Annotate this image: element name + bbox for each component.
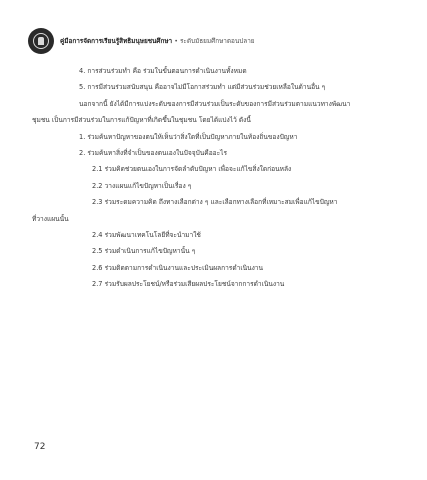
sub-item-2-1: 2.1 ร่วมคิดช่วยตนเองในการจัดลำดับปัญหา เพื่อจะแก้ไขสิ่งใดก่อนหลัง	[92, 165, 292, 174]
page-header	[28, 27, 255, 55]
sub-item-2-3-continued: ที่วางแผนนั้น	[32, 214, 69, 223]
emblem-seal-icon	[28, 28, 54, 54]
sub-item-2-6: 2.6 ร่วมติดตามการดำเนินงานและประเมินผลการดำเนินงาน	[92, 263, 264, 272]
paragraph-levels-line1: นอกจากนี้ ยังได้มีการแบ่งระดับของการมีส่วนร่วมเป็นระดับของการมีส่วนร่วมตามแนวทางพัฒนา	[79, 99, 351, 108]
list-item-2: 2. ร่วมค้นหาสิ่งที่จำเป็นของตนเองในปัจจุบันคืออะไร	[79, 149, 228, 158]
list-item-1: 1. ร่วมค้นหาปัญหาของตนให้เห็นว่าสิ่งใดที่เป็นปัญหาภายในท้องถิ่นของปัญหา	[79, 132, 298, 141]
paragraph-levels-line2: ชุมชน เป็นการมีส่วนร่วมในการแก้ปัญหาที่เกิดขึ้นในชุมชน โดยได้แบ่งไว้ ดังนี้	[32, 116, 251, 125]
sub-item-2-7: 2.7 ร่วมรับผลประโยชน์/หรือร่วมเสียผลประโยชน์จากการดำเนินงาน	[92, 280, 285, 289]
sub-item-2-5: 2.5 ร่วมดำเนินการแก้ไขปัญหานั้น ๆ	[92, 247, 196, 256]
header-separator: •	[172, 37, 180, 45]
header-subtitle: ระดับมัธยมศึกษาตอนปลาย	[180, 37, 255, 45]
paragraph-5: 5. การมีส่วนร่วมสนับสนุน คืออาจไม่มีโอกาสร่วมทำ แต่มีส่วนร่วมช่วยเหลือในด้านอื่น ๆ	[79, 83, 326, 92]
sub-item-2-3: 2.3 ร่วมระดมความคิด ถึงทางเลือกต่าง ๆ และเลือกทางเลือกที่เหมาะสมเพื่อแก้ไขปัญหา	[92, 198, 338, 207]
page-body	[32, 63, 397, 293]
header-title: คู่มือการจัดการเรียนรู้สิทธิมนุษยชนศึกษา	[60, 37, 173, 45]
header-text	[60, 36, 255, 46]
page-number: 72	[34, 442, 46, 452]
paragraph-4: 4. การส่วนร่วมทำ คือ ร่วมในขั้นตอนการดำเนินงานทั้งหมด	[79, 67, 247, 75]
sub-item-2-2: 2.2 วางแผนแก้ไขปัญหาเป็นเรื่อง ๆ	[92, 181, 192, 190]
sub-item-2-4: 2.4 ร่วมพัฒนาเทคโนโลยีที่จะนำมาใช้	[92, 231, 201, 240]
